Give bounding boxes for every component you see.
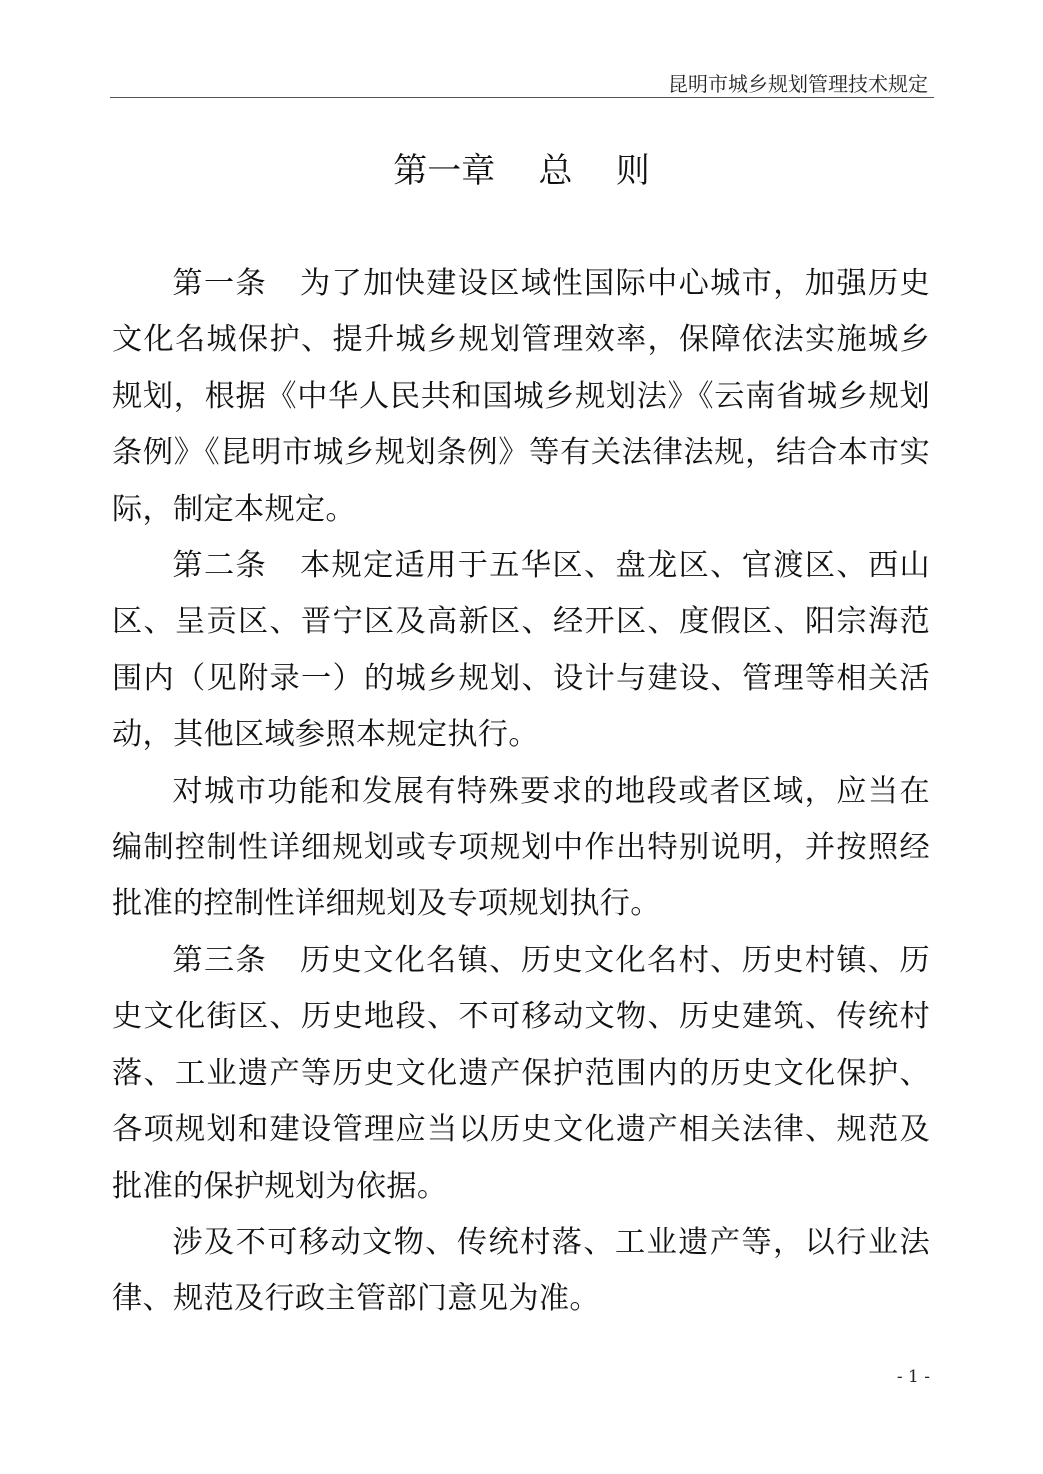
article-label: 第三条	[172, 942, 300, 978]
running-header: 昆明市城乡规划管理技术规定	[668, 72, 928, 96]
article-text: 对城市功能和发展有特殊要求的地段或者区域，应当在编制控制性详细规划或专项规划中作出特别说明，并按照经批准的控制性详细规划及专项规划执行。	[112, 773, 930, 922]
article-paragraph	[112, 764, 930, 933]
article-label: 第二条	[172, 548, 300, 584]
article-text: 涉及不可移动文物、传统村落、工业遗产等，以行业法律、规范及行政主管部门意见为准。	[112, 1224, 930, 1317]
article-text: 本规定适用于五华区、盘龙区、官渡区、西山区、呈贡区、晋宁区及高新区、经开区、度假区、阳宗海范围内（见附录一）的城乡规划、设计与建设、管理等相关活动，其他区域参照本规定执行。	[112, 548, 930, 753]
article-paragraph	[112, 538, 930, 764]
header-divider	[110, 97, 934, 98]
page-number: - 1 -	[896, 1367, 930, 1387]
body-text	[112, 256, 930, 1328]
article-label: 第一条	[172, 266, 300, 301]
article-text: 为了加快建设区域性国际中心城市，加强历史文化名城保护、提升城乡规划管理效率，保障依法实施城乡规划，根据《中华人民共和国城乡规划法》《云南省城乡规划条例》《昆明市城乡规划条例》等有关法律法规，结合本市实际，制定本规定。	[112, 266, 930, 527]
chapter-title: 第一章 总 则	[393, 151, 650, 191]
article-paragraph	[112, 1215, 930, 1328]
article-paragraph	[112, 256, 930, 538]
article-paragraph	[112, 933, 930, 1215]
article-text: 历史文化名镇、历史文化名村、历史村镇、历史文化街区、历史地段、不可移动文物、历史建筑、传统村落、工业遗产等历史文化遗产保护范围内的历史文化保护、各项规划和建设管理应当以历史文化遗产相关法律、规范及批准的保护规划为依据。	[112, 942, 930, 1204]
